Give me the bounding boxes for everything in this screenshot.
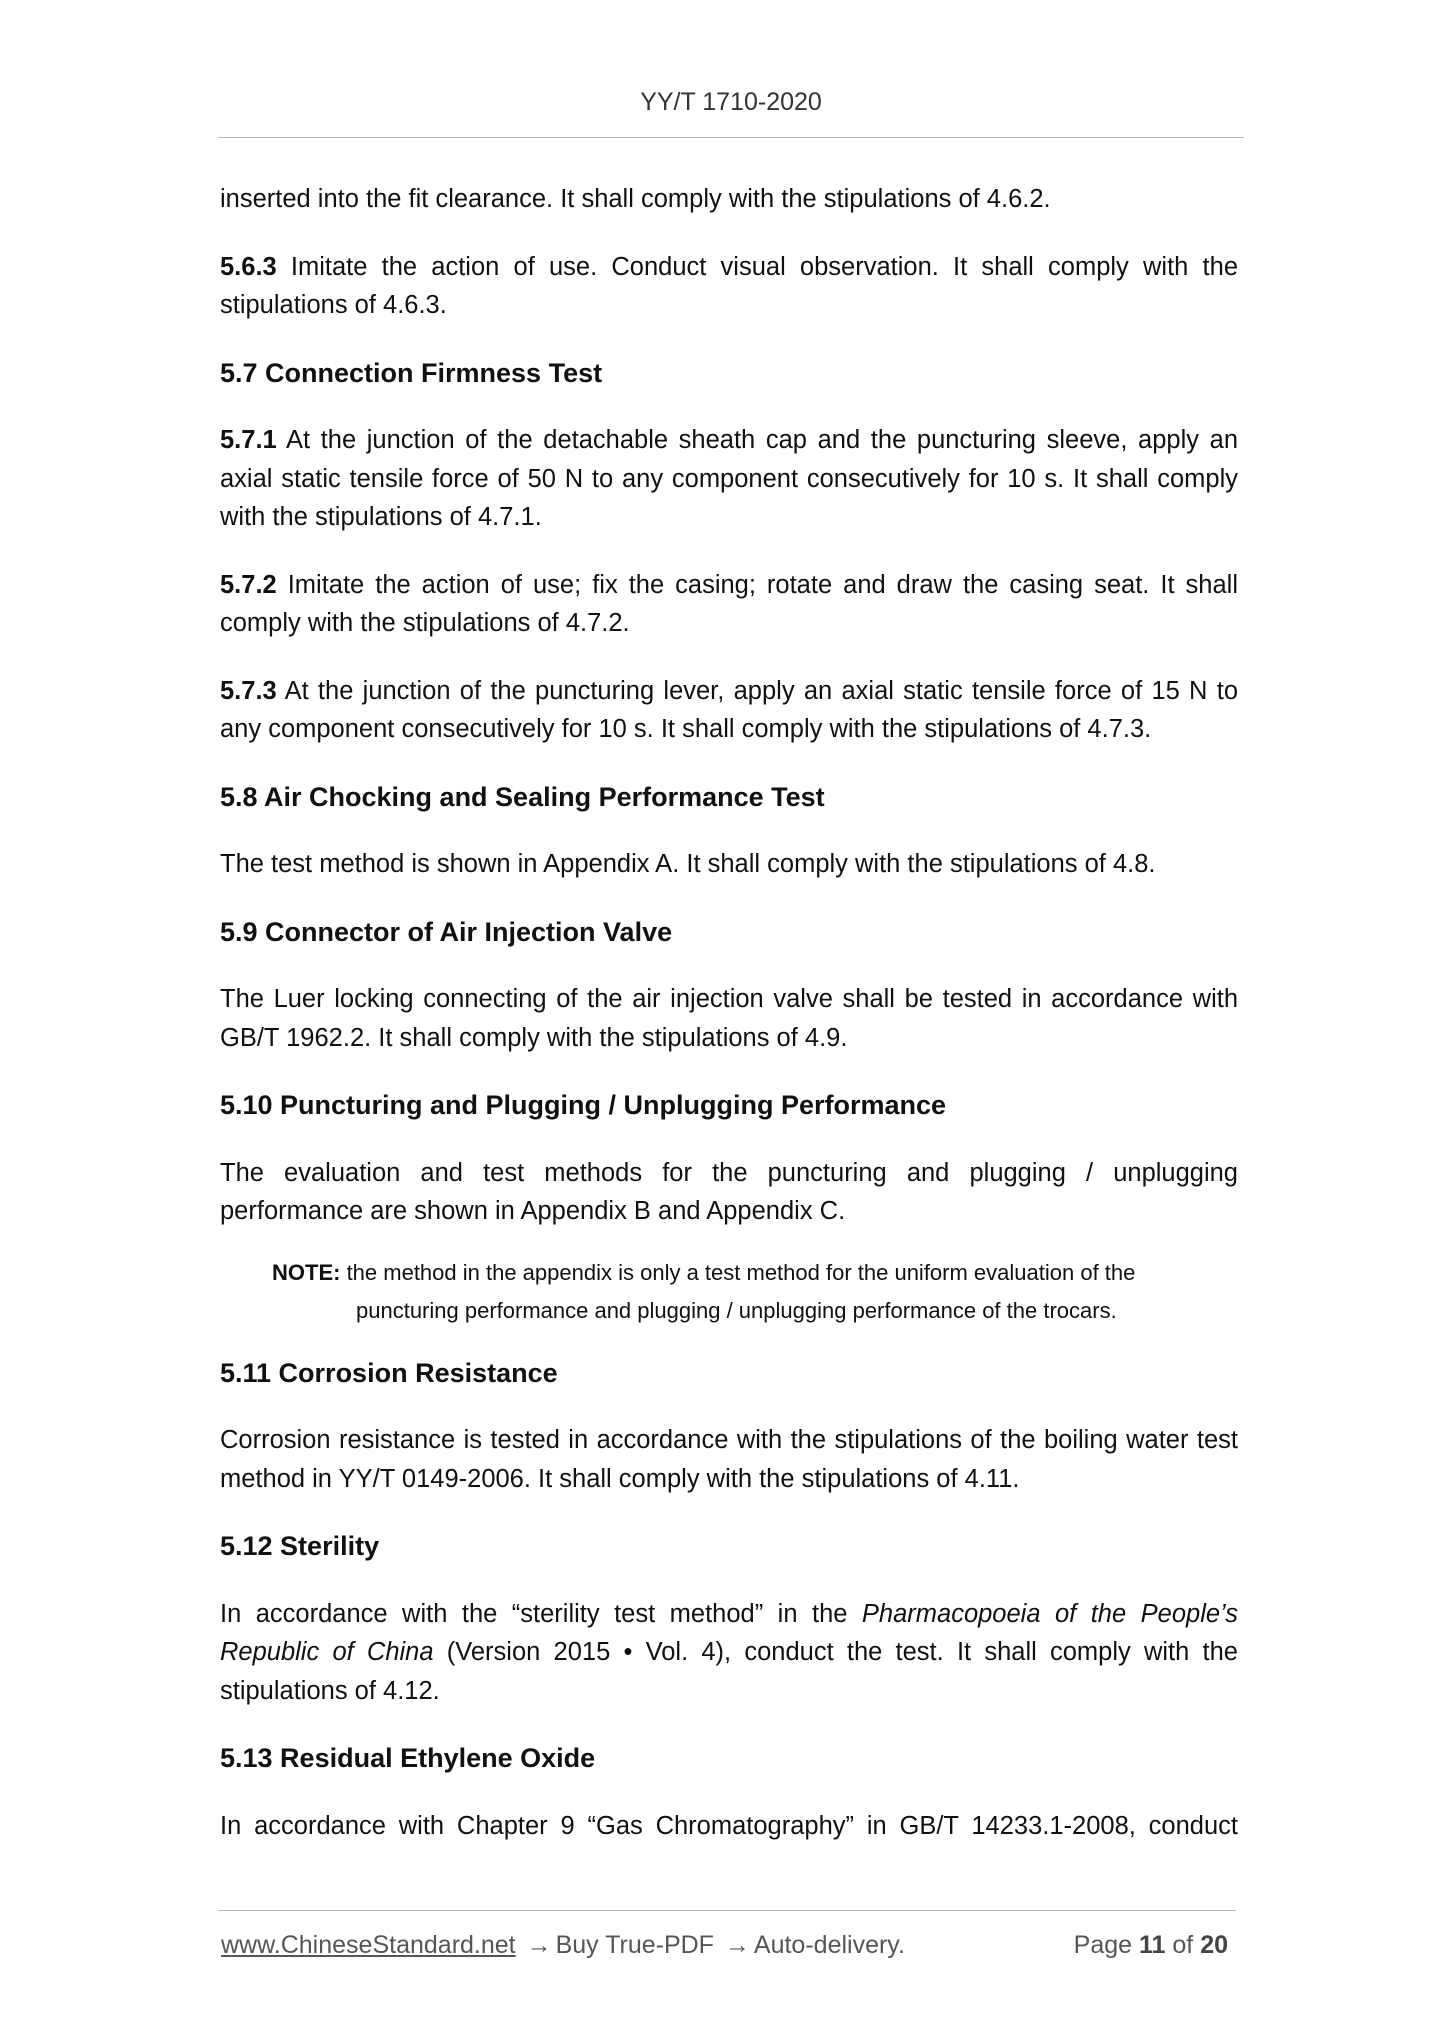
heading-5-8: 5.8 Air Chocking and Sealing Performance Test bbox=[220, 781, 825, 812]
paragraph-continuation: inserted into the fit clearance. It shall comply with the stipulations of 4.6.2. bbox=[220, 185, 1051, 213]
note-text: the method in the appendix is only a test method for the uniform evaluation of the puncturing performance and plugging / unplugging performance of the trocars. bbox=[340, 1259, 1136, 1323]
delivery-text: Auto-delivery. bbox=[753, 1931, 905, 1959]
page-footer bbox=[218, 1910, 1236, 1980]
clause-5-7-2 bbox=[220, 566, 1238, 643]
footer-promo bbox=[221, 1931, 905, 1960]
buy-text: Buy True-PDF bbox=[555, 1931, 714, 1959]
heading-5-12: 5.12 Sterility bbox=[220, 1531, 380, 1561]
clause-5-7-3 bbox=[220, 672, 1238, 749]
clause-5-6-3 bbox=[220, 248, 1238, 325]
paragraph-5-8: The test method is shown in Appendix A. It shall comply with the stipulations of 4.8. bbox=[220, 850, 1156, 878]
paragraph-5-10: The evaluation and test methods for the puncturing and plugging / unplugging performance are shown in Appendix B and Appendix C. bbox=[220, 1158, 1238, 1225]
clause-number: 5.7.3 bbox=[220, 676, 277, 705]
paragraph-5-11: Corrosion resistance is tested in accordance with the stipulations of the boiling water test method in YY/T 0149-2006. It shall comply with the stipulations of 4.11. bbox=[220, 1426, 1238, 1493]
page-number bbox=[1074, 1931, 1228, 1960]
pharmacopoeia-title: Pharmacopoeia of the People’s Republic of China bbox=[220, 1599, 1238, 1666]
current-page: 11 bbox=[1138, 1931, 1166, 1959]
paragraph-5-9: The Luer locking connecting of the air injection valve shall be tested in accordance with GB/T 1962.2. It shall comply with the stipulations of 4.9. bbox=[220, 985, 1238, 1052]
heading-5-11: 5.11 Corrosion Resistance bbox=[220, 1357, 558, 1388]
total-pages: 20 bbox=[1200, 1931, 1228, 1959]
paragraph-5-12 bbox=[220, 1595, 1238, 1711]
note bbox=[272, 1254, 1238, 1330]
note-label: NOTE: bbox=[272, 1259, 341, 1285]
heading-5-10: 5.10 Puncturing and Plugging / Unplugging Performance bbox=[220, 1090, 947, 1120]
clause-text: Imitate the action of use; fix the casing; rotate and draw the casing seat. It shall comply with the stipulations of 4.7.2. bbox=[220, 570, 1238, 637]
document-body bbox=[220, 180, 1238, 1874]
page-label: Page bbox=[1073, 1931, 1133, 1959]
clause-number: 5.7.2 bbox=[220, 570, 277, 599]
clause-text: At the junction of the puncturing lever, apply an axial static tensile force of 15 N to any component consecutively for 10 s. It shall comply with the stipulations of 4.7.3. bbox=[220, 676, 1238, 743]
clause-number: 5.6.3 bbox=[220, 252, 277, 281]
website-link[interactable]: www.ChineseStandard.net bbox=[221, 1931, 516, 1959]
clause-number: 5.7.1 bbox=[220, 426, 277, 454]
arrow-right-icon: → bbox=[526, 1931, 552, 1959]
page-header bbox=[218, 86, 1244, 138]
heading-5-7: 5.7 Connection Firmness Test bbox=[220, 357, 603, 388]
clause-text: Imitate the action of use. Conduct visual observation. It shall comply with the stipulations of 4.6.3. bbox=[220, 252, 1238, 319]
of-label: of bbox=[1172, 1931, 1194, 1959]
arrow-right-icon: → bbox=[724, 1931, 750, 1959]
clause-text: At the junction of the detachable sheath cap and the puncturing sleeve, apply an axial static tensile force of 50 N to any component consecutively for 10 s. It shall comply with the stipulations of 4.7.1. bbox=[220, 426, 1238, 531]
text-segment: In accordance with the “sterility test method” in the bbox=[220, 1599, 862, 1628]
standard-code: YY/T 1710-2020 bbox=[640, 88, 822, 116]
text-segment: (Version 2015 • Vol. 4), conduct the test. It shall comply with the stipulations of 4.12. bbox=[220, 1638, 1238, 1705]
paragraph-5-13: In accordance with Chapter 9 “Gas Chromatography” in GB/T 14233.1-2008, conduct bbox=[220, 1811, 1238, 1840]
heading-5-9: 5.9 Connector of Air Injection Valve bbox=[220, 916, 673, 947]
clause-5-7-1 bbox=[220, 421, 1238, 537]
heading-5-13: 5.13 Residual Ethylene Oxide bbox=[220, 1743, 596, 1773]
